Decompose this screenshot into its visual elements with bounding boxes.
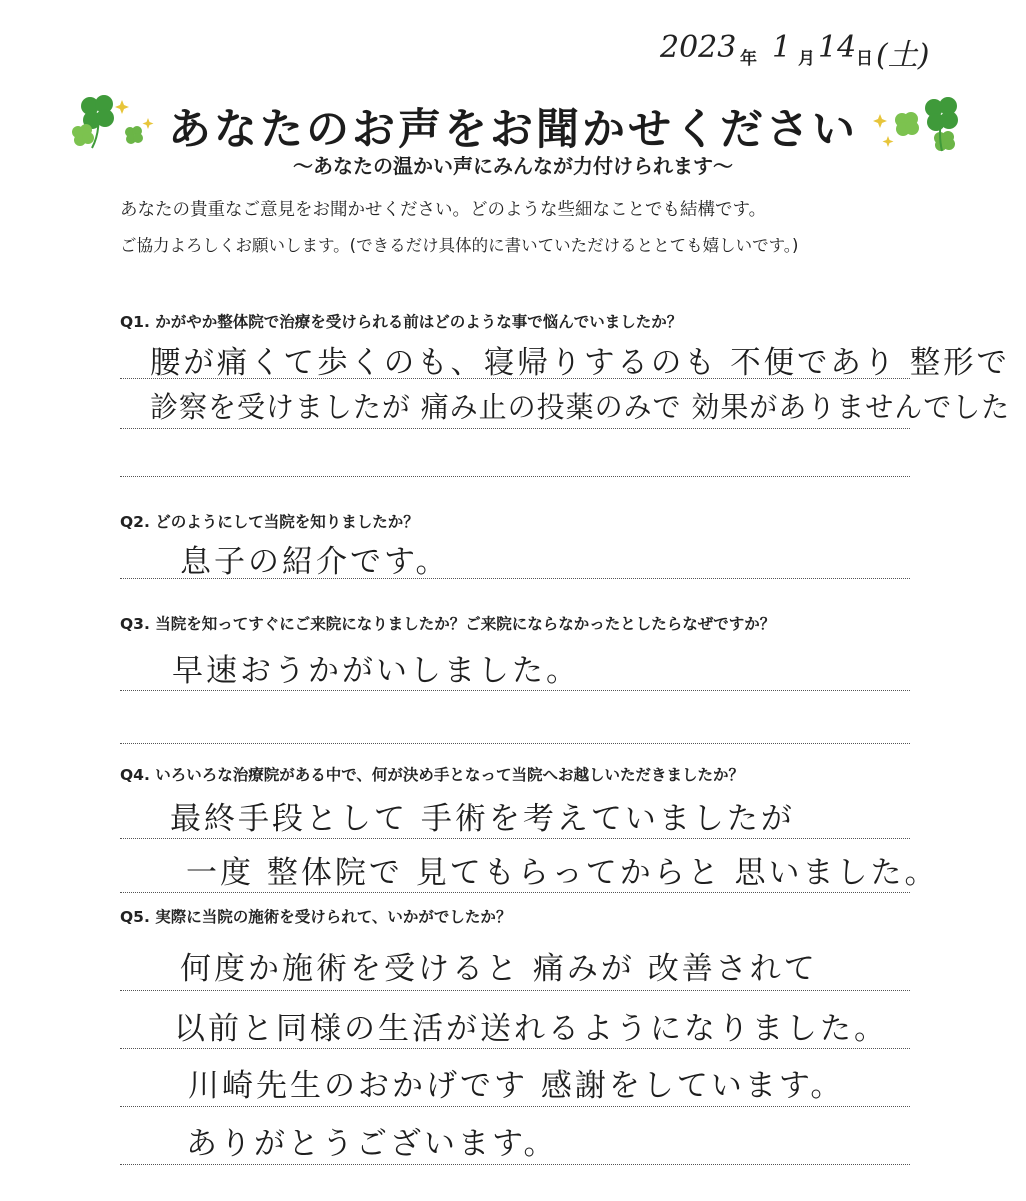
answer-4-line-1: 最終手段として 手術を考えていましたが — [170, 801, 795, 837]
page-subtitle: 〜あなたの温かい声にみんなが力付けられます〜 — [293, 154, 733, 178]
answer-line — [120, 743, 910, 744]
date-day: 14 — [818, 30, 857, 65]
question-1-label: Q1. かがやか整体院で治療を受けられる前はどのような事で悩んでいましたか？ — [120, 313, 683, 331]
intro-text-line-1: あなたの貴重なご意見をお聞かせください。どのような些細なことでも結構です。 — [120, 200, 767, 220]
answer-5-line-4: ありがとうございます。 — [186, 1126, 558, 1162]
answer-4-line-2: 一度 整体院で 見てもらってからと 思いました。 — [186, 855, 939, 891]
question-3-label: Q3. 当院を知ってすぐにご来院になりましたか？ご来院にならなかったとしたらなぜですか？ — [120, 615, 776, 633]
answer-5-line-3: 川崎先生のおかげです 感謝をしています。 — [188, 1068, 845, 1104]
answer-line — [120, 690, 910, 691]
answer-line — [120, 1164, 910, 1165]
date-day-unit: 日 — [856, 49, 873, 69]
answer-line — [120, 838, 910, 839]
page-title: あなたのお声をお聞かせください — [168, 105, 858, 155]
intro-text-line-2: ご協力よろしくお願いします。(できるだけ具体的に書いていただけるととても嬉しいです。) — [120, 236, 799, 255]
date-year-unit: 年 — [740, 49, 757, 69]
answer-3-line-1: 早速おうかがいしました。 — [172, 653, 580, 689]
question-5-label: Q5. 実際に当院の施術を受けられて、いかがでしたか？ — [120, 908, 512, 926]
answer-line — [120, 428, 910, 429]
survey-date — [660, 28, 990, 72]
answer-2-line-1: 息子の紹介です。 — [180, 544, 450, 580]
question-2-label: Q2. どのようにして当院を知りましたか？ — [120, 513, 419, 531]
date-month: 1 — [772, 30, 792, 65]
answer-line — [120, 1048, 910, 1049]
answer-line — [120, 990, 910, 991]
answer-line — [120, 1106, 910, 1107]
answer-5-line-2: 以前と同様の生活が送れるようになりました。 — [174, 1011, 888, 1047]
answer-line — [120, 892, 910, 893]
answer-line — [120, 578, 910, 579]
answer-1-line-2: 診察を受けましたが 痛み止の投薬のみで 効果がありませんでした — [150, 390, 1011, 424]
date-month-unit: 月 — [798, 49, 815, 69]
answer-1-line-1: 腰が痛くて歩くのも、寝帰りするのも 不便であり 整形で — [150, 345, 1010, 381]
date-year: 2023 — [660, 30, 737, 65]
answer-line — [120, 476, 910, 477]
date-weekday: (土) — [876, 38, 930, 73]
question-4-label: Q4. いろいろな治療院がある中で、何が決め手となって当院へお越しいただきましたか？ — [120, 766, 744, 784]
answer-line — [120, 378, 910, 379]
answer-5-line-1: 何度か施術を受けると 痛みが 改善されて — [180, 951, 818, 987]
